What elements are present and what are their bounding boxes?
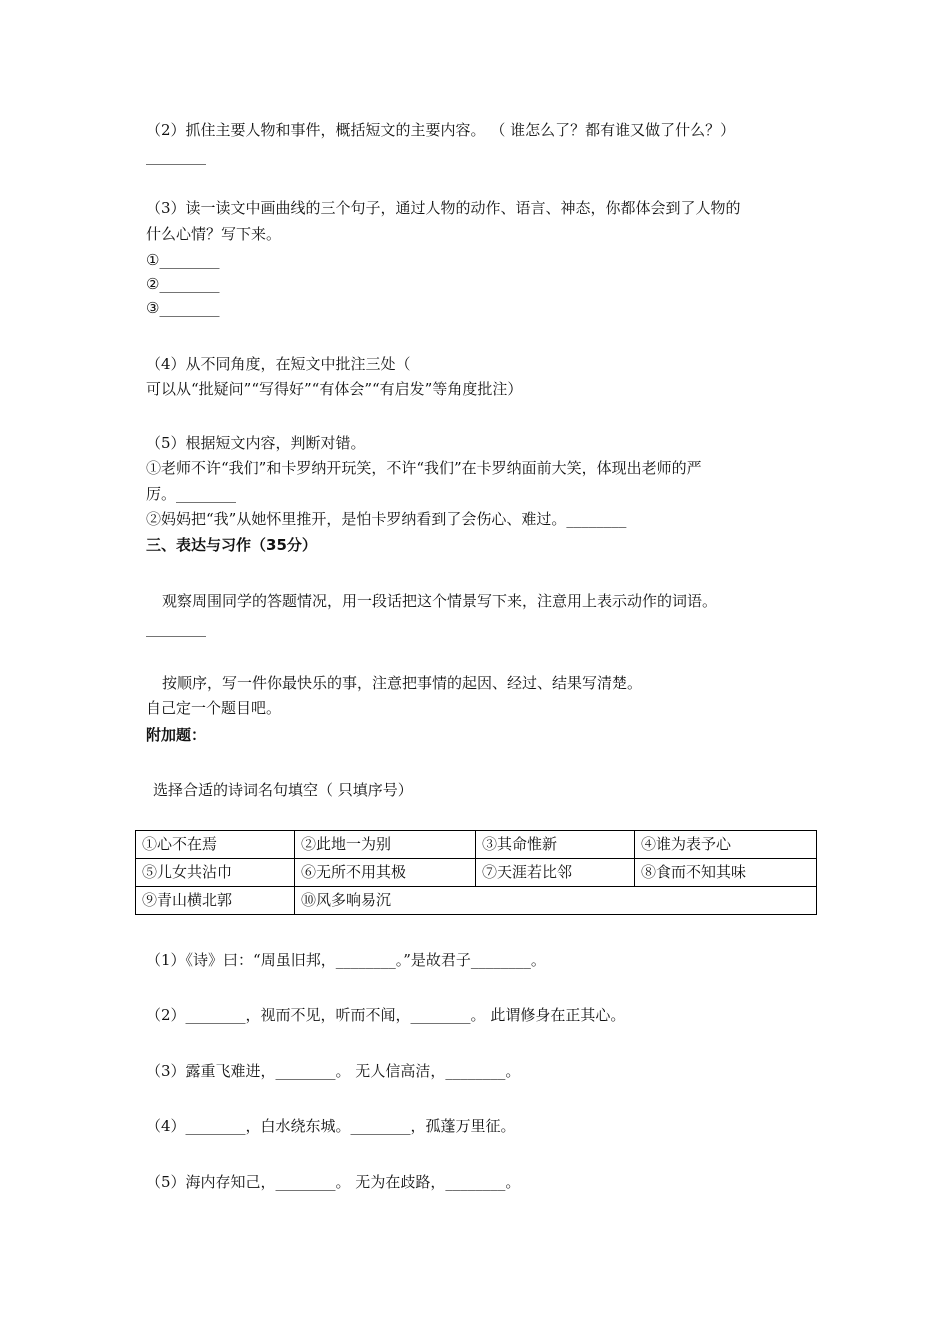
option-cell: ⑦天涯若比邻	[476, 859, 635, 887]
fill-item-2[interactable]: （2）________，视而不见，听而不闻，________。 此谓修身在正其心。	[146, 1006, 626, 1024]
q4-prompt-line2: 可以从“批疑问”“写得好”“有体会”“有启发”等角度批注）	[146, 380, 523, 398]
essay-prompt-line2: 自己定一个题目吧。	[146, 699, 282, 717]
q5-statement-1-line2[interactable]: 厉。________	[146, 485, 237, 503]
q3-answer-1[interactable]: ①________	[146, 251, 220, 269]
section-3-heading: 三、表达与习作（35分）	[146, 536, 317, 554]
fill-item-3[interactable]: （3）露重飞难进，________。 无人信高洁，________。	[146, 1062, 521, 1080]
fill-item-1[interactable]: （1）《诗》曰：“周虽旧邦，________。”是故君子________。	[146, 951, 546, 969]
table-row	[136, 887, 817, 915]
fill-item-4[interactable]: （4）________，白水绕东城。________，孤蓬万里征。	[146, 1117, 516, 1135]
q2-answer-blank[interactable]: ________	[146, 147, 206, 165]
q3-prompt-line1: （3）读一读文中画曲线的三个句子，通过人物的动作、语言、神态，你都体会到了人物的	[146, 199, 741, 217]
options-table	[135, 830, 817, 915]
option-cell: ①心不在焉	[136, 831, 295, 859]
observe-answer-blank[interactable]: ________	[146, 619, 206, 637]
q4-prompt-line1: （4）从不同角度，在短文中批注三处（	[146, 355, 411, 373]
option-cell: ⑥无所不用其极	[295, 859, 476, 887]
option-cell: ②此地一为别	[295, 831, 476, 859]
extra-instruction: 选择合适的诗词名句填空（ 只填序号）	[153, 781, 413, 799]
option-cell: ⑧食而不知其味	[635, 859, 817, 887]
q2-prompt: （2）抓住主要人物和事件，概括短文的主要内容。 （ 谁怎么了？都有谁又做了什么？）	[146, 121, 736, 139]
q3-answer-2[interactable]: ②________	[146, 275, 220, 293]
table-row	[136, 859, 817, 887]
q3-answer-3[interactable]: ③________	[146, 299, 220, 317]
q5-title: （5）根据短文内容，判断对错。	[146, 434, 366, 452]
option-cell: ⑤儿女共沾巾	[136, 859, 295, 887]
option-cell: ⑨青山横北郭	[136, 887, 295, 915]
extra-heading: 附加题：	[146, 726, 207, 744]
option-cell: ③其命惟新	[476, 831, 635, 859]
option-cell: ⑩风多响易沉	[295, 887, 817, 915]
q5-statement-2[interactable]: ②妈妈把“我”从她怀里推开，是怕卡罗纳看到了会伤心、难过。________	[146, 510, 627, 528]
fill-item-5[interactable]: （5）海内存知己，________。 无为在歧路，________。	[146, 1173, 521, 1191]
essay-prompt-line1: 按顺序，写一件你最快乐的事，注意把事情的起因、经过、结果写清楚。	[162, 674, 643, 692]
q5-statement-1-line1: ①老师不许“我们”和卡罗纳开玩笑，不许“我们”在卡罗纳面前大笑，体现出老师的严	[146, 459, 702, 477]
table-row	[136, 831, 817, 859]
option-cell: ④谁为表予心	[635, 831, 817, 859]
observe-prompt: 观察周围同学的答题情况，用一段话把这个情景写下来，注意用上表示动作的词语。	[162, 592, 718, 610]
q3-prompt-line2: 什么心情？写下来。	[146, 225, 282, 243]
